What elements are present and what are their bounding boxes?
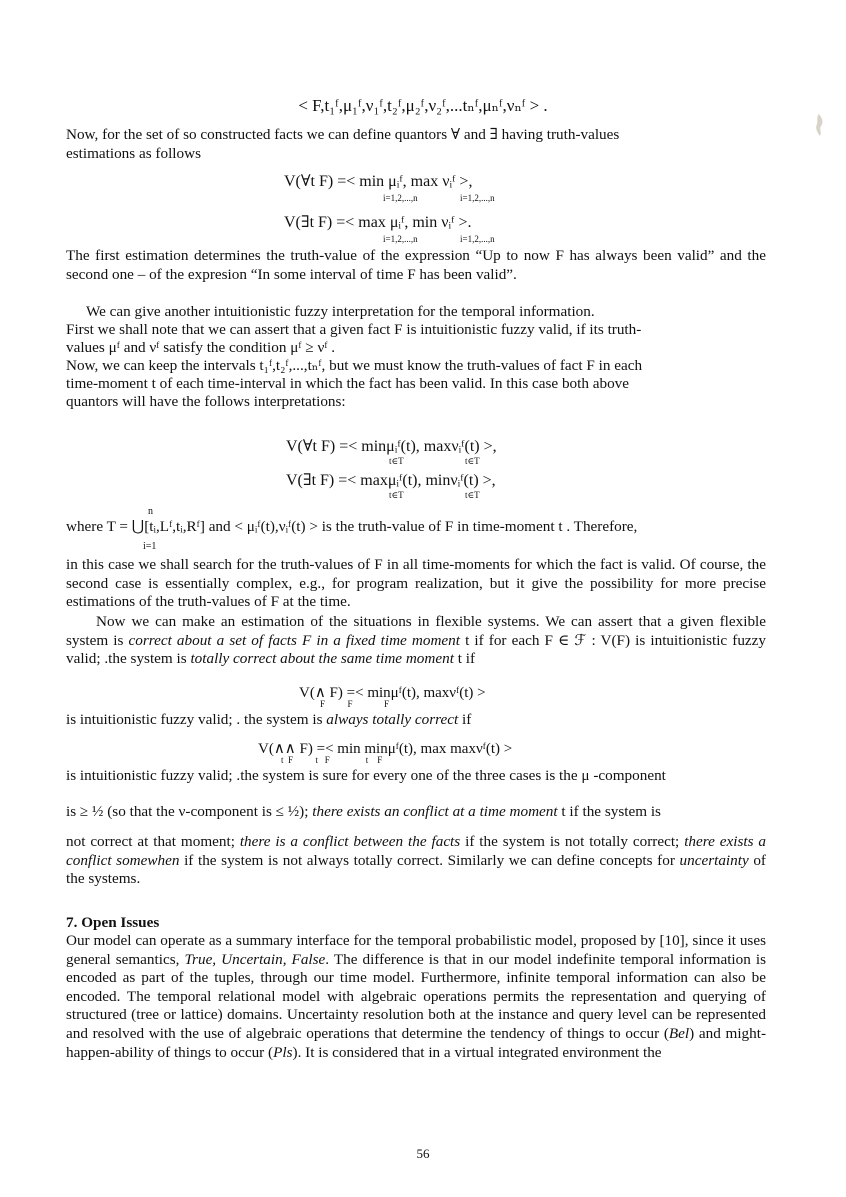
paragraph-flexible-systems: Now we can make an estimation of the situations in flexible systems. We can assert that a given flexible system is correct about a set of facts F in a fixed time moment t if for each F ∈ ℱ : V(F) is intuitionistic fuzzy valid; .the system is totally correct about the same time moment t if — [66, 613, 766, 668]
formula-exists-2-sub-a: t∈T — [389, 490, 404, 500]
paragraph-another-interp-line2: First we shall note that we can assert that a given fact F is intuitionistic fuzzy valid, if its truth- — [66, 321, 642, 338]
section-heading-open-issues: 7. Open Issues — [66, 914, 160, 931]
paragraph-open-issues: Our model can operate as a summary interface for the temporal probabilistic model, proposed by [10], since it uses general semantics, True, Uncertain, False. The difference is that in our model indefinite temporal information is encoded as part of the tuples, through our time model. Furthermore, infinite temporal information can also be encoded. The temporal relational model with algebraic operations permits the representation and querying of structured (tree or lattice) domains. Uncertainty resolution both at the instance and query level can be represented and resolved with the use of algebraic operations that determine the tendency of things to occur (Bel) and might-happen-ability of things to occur (Pls). It is considered that in a virtual integrated environment the — [66, 932, 767, 1061]
union-lower-limit: i=1 — [143, 541, 157, 552]
union-upper-limit: n — [148, 506, 153, 517]
paragraph-another-interp-line5: time-moment t of each time-interval in which the fact has been valid. In this case both above — [66, 375, 630, 392]
formula-forall-2: V(∀t F) =< minμᵢᶠ(t), maxνᵢᶠ(t) >, — [286, 438, 497, 455]
paragraph-first-estimation: The first estimation determines the truth-value of the expression “Up to now F has always been valid” and the second one – of the expresion “In some interval of time F has been valid”. — [66, 247, 766, 283]
paragraph-another-interp-line3: values μᶠ and νᶠ satisfy the condition μᶠ ≥ νᶠ . — [66, 339, 336, 356]
paragraph-quantors-line1: Now, for the set of so constructed facts we can define quantors ∀ and ∃ having truth-values — [66, 126, 620, 143]
formula-exists-1-sub-a: i=1,2,...,n — [383, 234, 418, 244]
formula-forall-1-sub-b: i=1,2,...,n — [460, 193, 495, 203]
paragraph-always-correct: is intuitionistic fuzzy valid; . the system is always totally correct if — [66, 711, 472, 728]
paragraph-sure: is intuitionistic fuzzy valid; .the system is sure for every one of the three cases is the μ -component — [66, 767, 666, 784]
formula-forall-2-sub-a: t∈T — [389, 456, 404, 466]
paragraph-another-interp-line6: quantors will have the follows interpretations: — [66, 393, 346, 410]
formula-exists-2: V(∃t F) =< maxμᵢᶠ(t), minνᵢᶠ(t) >, — [286, 472, 496, 489]
formula-forall-2-sub-b: t∈T — [465, 456, 480, 466]
formula-exists-1-sub-b: i=1,2,...,n — [460, 234, 495, 244]
where-T-line: where T = ⋃[tᵢ,Lᶠ,tᵢ,Rᶠ] and < μᵢᶠ(t),νᵢᶠ(t) > is the truth-value of F in time-moment t . Therefore, — [66, 518, 638, 535]
formula-and-2: V(∧∧ F) =< min minμᶠ(t), max maxνᶠ(t) > — [258, 741, 513, 757]
paragraph-another-interp-line1: We can give another intuitionistic fuzzy interpretation for the temporal information. — [86, 303, 595, 320]
formula-forall-1: V(∀t F) =< min μᵢᶠ, max νᵢᶠ >, — [284, 173, 473, 190]
formula-and-1: V(∧ F) =< minμᶠ(t), maxνᶠ(t) > — [299, 685, 486, 701]
formula-tuple: < F,t₁ᶠ,μ₁ᶠ,ν₁ᶠ,t₂ᶠ,μ₂ᶠ,ν₂ᶠ,...tₙᶠ,μₙᶠ,νₙᶠ > . — [298, 96, 548, 115]
page-number: 56 — [416, 1146, 430, 1161]
paragraph-search-truth-values: in this case we shall search for the truth-values of F in all time-moments for which the fact is valid. Of course, the second case is essentially complex, e.g., for program realization, but it give the possibility for more precise estimations of the truth-values of F at the time. — [66, 556, 766, 611]
paragraph-conflict-time: is ≥ ½ (so that the ν-component is ≤ ½); there exists an conflict at a time moment t if the system is — [66, 803, 661, 820]
paragraph-quantors-line2: estimations as follows — [66, 145, 201, 162]
formula-exists-2-sub-b: t∈T — [465, 490, 480, 500]
formula-exists-1: V(∃t F) =< max μᵢᶠ, min νᵢᶠ >. — [284, 214, 472, 231]
paragraph-another-interp-line4: Now, we can keep the intervals t₁ᶠ,t₂ᶠ,...,tₙᶠ, but we must know the truth-values of fact F in each — [66, 357, 643, 374]
formula-forall-1-sub-a: i=1,2,...,n — [383, 193, 418, 203]
scan-smudge-icon — [810, 112, 828, 138]
paragraph-conflict-facts: not correct at that moment; there is a conflict between the facts if the system is not totally correct; there exists a conflict somewhen if the system is not always totally correct. Similarly we can define concepts for uncertainty of the systems. — [66, 833, 766, 888]
formula-and-1-sub: F F F — [320, 699, 390, 709]
formula-and-2-sub: t F t F t F — [281, 755, 383, 765]
